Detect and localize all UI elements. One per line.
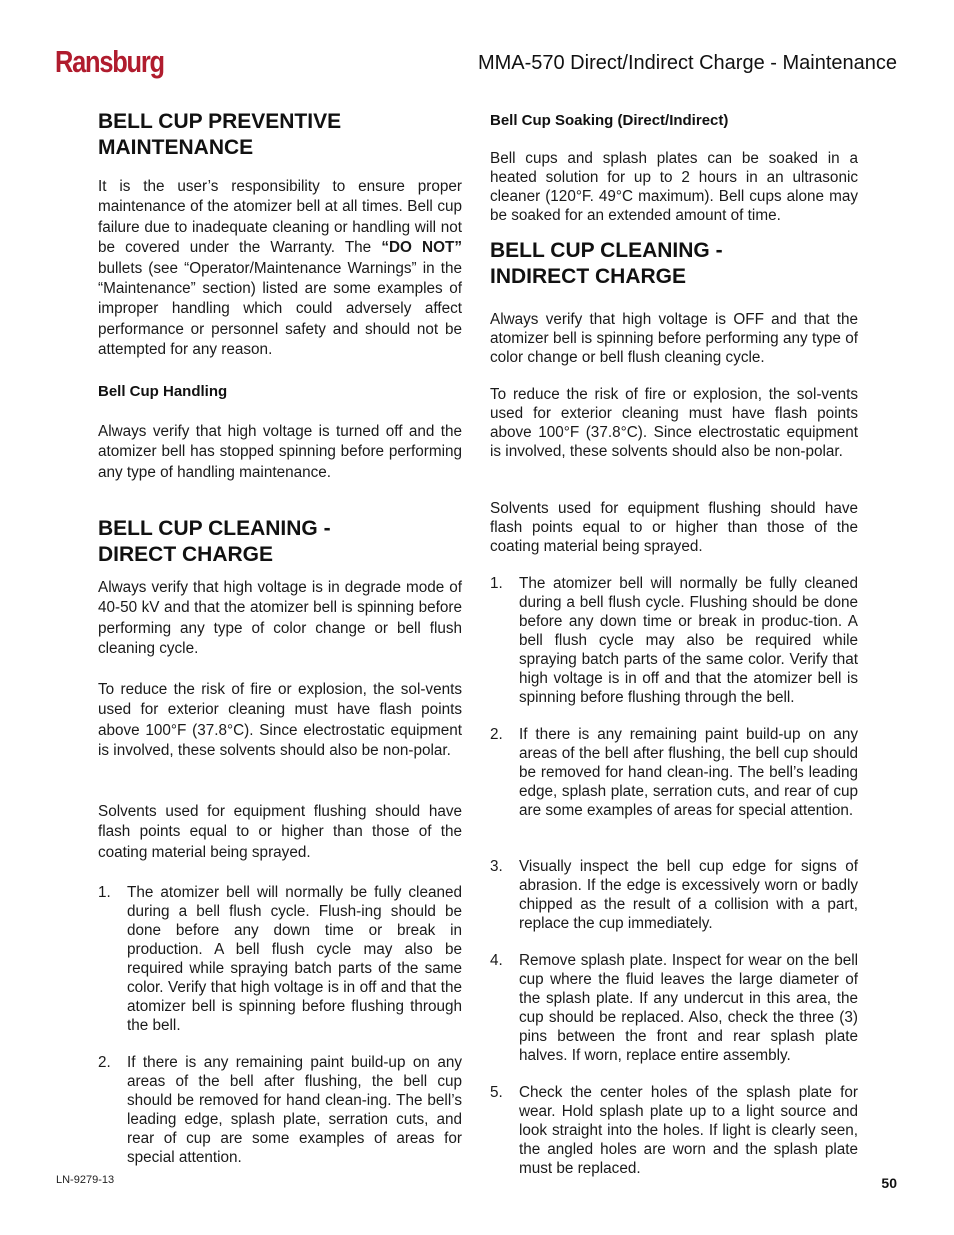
page-header-title: MMA-570 Direct/Indirect Charge - Maintenance — [477, 52, 897, 74]
heading-bell-cup-soaking-wrap — [490, 111, 858, 130]
indirect-list-item-5: 5. Check the center holes of the splash plate for wear. Hold splash plate up to a light source and look straight into the holes. If light is clearly seen, the angled holes are worn and the splash plate must be replaced. — [490, 1084, 858, 1177]
left-column — [98, 109, 462, 161]
indirect-paragraph-3: Solvents used for equipment flushing should have flash points equal to or higher than those of the coating material being sprayed. — [490, 500, 858, 555]
preventive-maintenance-paragraph: It is the user’s responsibility to ensure proper maintenance of the atomizer bell at all times. Bell cup failure due to inadequate cleaning or handling will not be covered under the Warranty. The “DO NOT” bullets (see “Operator/Maintenance Warnings” in the “Maintenance” section) listed are some examples of improper handling which could adversely affect performance or personnel safety and should not be attempted for any reason. — [98, 178, 462, 359]
list-item-text: The atomizer bell will normally be fully cleaned during a bell flush cycle. Flush-ing should be done before any down time or break in production. A bell flush cycle may also be required while spraying batch parts of the same color. Verify that high voltage is in off and that the atomizer bell is spinning before flushing through the bell. — [127, 884, 462, 1034]
heading-indirect-charge-wrap — [490, 238, 858, 290]
heading-bell-cup-handling-wrap — [98, 382, 462, 401]
heading-direct-charge-wrap — [98, 516, 462, 568]
direct-paragraph-2-wrap — [98, 680, 462, 762]
indirect-paragraph-3-wrap — [490, 499, 858, 556]
ransburg-logo: Ransburg — [55, 44, 164, 79]
direct-paragraph-1-wrap — [98, 578, 462, 660]
page-number: 50 — [881, 1175, 897, 1191]
indirect-list-item-2: 2. If there is any remaining paint build-up on any areas of the bell after flushing, the bell cup should be removed for hand clean-ing. The bell’s leading edge, splash plate, serration cuts, and rear of cup are some examples of areas for special attention. — [490, 726, 858, 819]
list-item-text: Check the center holes of the splash plate for wear. Hold splash plate up to a light source and look straight into the holes. If light is clearly seen, the angled holes are worn and the splash plate must be replaced. — [519, 1084, 858, 1177]
handling-paragraph-wrap — [98, 422, 462, 483]
do-not-emphasis: “DO NOT” — [381, 239, 462, 257]
heading-bell-cup-soaking: Bell Cup Soaking (Direct/Indirect) — [490, 112, 729, 129]
soaking-paragraph: Bell cups and splash plates can be soaked in a heated solution for up to 2 hours in an ultrasonic cleaner (120°F. 49°C maximum). Bell cups alone may be soaked for an extended amount of time. — [490, 150, 858, 224]
indirect-list-item-1: 1. The atomizer bell will normally be fully cleaned during a bell flush cycle. Flushing should be done before any down time or break in produc-tion. A bell flush cycle may also be required while spraying batch parts of the same color. Verify that high voltage is in off and that the atomizer bell is spinning before flushing through the bell. — [490, 575, 858, 706]
indirect-list-item-3: 3. Visually inspect the bell cup edge for signs of abrasion. If the edge is excessively worn or badly chipped as the result of a collision with a part, replace the cup immediately. — [490, 858, 858, 932]
handling-paragraph: Always verify that high voltage is turned off and the atomizer bell has stopped spinning before performing any type of handling maintenance. — [98, 423, 462, 481]
soaking-paragraph-wrap — [490, 149, 858, 225]
direct-paragraph-3-wrap — [98, 802, 462, 863]
heading-direct-charge: BELL CUP CLEANING - DIRECT CHARGE — [98, 517, 331, 566]
document-number: LN-9279-13 — [56, 1174, 115, 1186]
direct-paragraph-1: Always verify that high voltage is in degrade mode of 40-50 kV and that the atomizer bell is spinning before performing any type of color change or bell flush cleaning cycle. — [98, 579, 462, 658]
direct-list-item-2: 2. If there is any remaining paint build-up on any areas of the bell after flushing, the bell cup should be removed for hand clean-ing. The bell’s leading edge, splash plate, serration cuts, and rear of cup are some examples of areas for special attention. — [98, 1054, 462, 1166]
indirect-paragraph-2: To reduce the risk of fire or explosion, the sol-vents used for exterior cleaning must have flash points above 100°F (37.8°C). Since electrostatic equipment is involved, these solvents should also be non-polar. — [490, 386, 858, 460]
indirect-paragraph-2-wrap — [490, 385, 858, 461]
heading-preventive-maintenance: BELL CUP PREVENTIVE MAINTENANCE — [98, 110, 342, 159]
heading-indirect-charge: BELL CUP CLEANING - INDIRECT CHARGE — [490, 239, 723, 288]
direct-paragraph-2: To reduce the risk of fire or explosion, the sol-vents used for exterior cleaning must have flash points above 100°F (37.8°C). Since electrostatic equipment is involved, these solvents should also be non-polar. — [98, 681, 462, 760]
list-item-text: Visually inspect the bell cup edge for signs of abrasion. If the edge is excessively worn or badly chipped as the result of a collision with a part, replace the cup immediately. — [519, 858, 858, 932]
indirect-paragraph-1: Always verify that high voltage is OFF and that the atomizer bell is spinning before performing any type of color change or bell flush cleaning cycle. — [490, 311, 858, 366]
direct-paragraph-3: Solvents used for equipment flushing should have flash points equal to or higher than those of the coating material being sprayed. — [98, 803, 462, 861]
list-item-text: The atomizer bell will normally be fully cleaned during a bell flush cycle. Flushing should be done before any down time or break in produc-tion. A bell flush cycle may also be required while spraying batch parts of the same color. Verify that high voltage is in off and that the atomizer bell is spinning before flushing through the bell. — [519, 575, 858, 706]
indirect-list-item-4: 4. Remove splash plate. Inspect for wear on the bell cup where the fluid leaves the large diameter of the splash plate. If any undercut in this area, the cup should be replaced. Also, check the three (3) pins between the front and rear splash plate halves. If worn, replace entire assembly. — [490, 952, 858, 1064]
list-item-text: Remove splash plate. Inspect for wear on the bell cup where the fluid leaves the large diameter of the splash plate. If any undercut in this area, the cup should be replaced. Also, check the three (3) pins between the front and rear splash plate halves. If worn, replace entire assembly. — [519, 952, 858, 1064]
list-item-text: If there is any remaining paint build-up on any areas of the bell after flushing, the bell cup should be removed for hand clean-ing. The bell’s leading edge, splash plate, serration cuts, and rear of cup are some examples of areas for special attention. — [127, 1054, 462, 1166]
heading-bell-cup-handling: Bell Cup Handling — [98, 383, 228, 400]
indirect-paragraph-1-wrap — [490, 310, 858, 367]
list-item-text: If there is any remaining paint build-up on any areas of the bell after flushing, the bell cup should be removed for hand clean-ing. The bell’s leading edge, splash plate, serration cuts, and rear of cup are some examples of areas for special attention. — [519, 726, 858, 819]
direct-list-item-1: 1. The atomizer bell will normally be fully cleaned during a bell flush cycle. Flush-ing should be done before any down time or break in production. A bell flush cycle may also be required while spraying batch parts of the same color. Verify that high voltage is in off and that the atomizer bell is spinning before flushing through the bell. — [98, 884, 462, 1034]
